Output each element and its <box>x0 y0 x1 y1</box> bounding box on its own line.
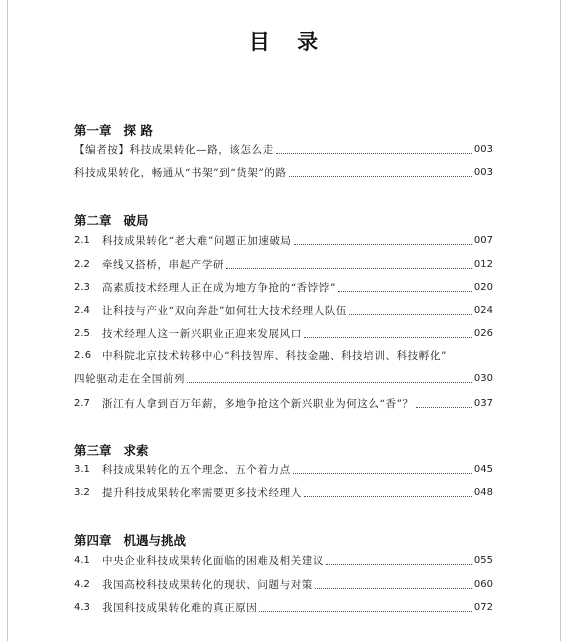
entry-number: 2.6 <box>74 350 92 361</box>
entry-title: 我国科技成果转化难的真正原因 <box>102 602 258 614</box>
toc-entry[interactable] <box>74 485 493 501</box>
page-number: 003 <box>473 167 493 178</box>
page-number: 026 <box>473 328 493 339</box>
entry-title: 技术经理人这一新兴职业正迎来发展风口 <box>102 328 302 340</box>
page-number: 045 <box>473 464 493 475</box>
page-number: 024 <box>473 305 493 316</box>
page-title: 目 录 <box>248 29 329 54</box>
entry-title: 提升科技成果转化率需要更多技术经理人 <box>102 487 302 499</box>
chapter-title: 破局 <box>123 213 149 228</box>
entry-number: 4.3 <box>74 602 90 613</box>
dot-leader <box>315 587 472 589</box>
entry-number: 2.3 <box>74 282 90 293</box>
dot-leader <box>226 267 472 269</box>
entry-number: 3.1 <box>74 464 90 475</box>
page-number: 012 <box>473 259 493 270</box>
dot-leader <box>349 313 472 315</box>
chapter-title: 求索 <box>123 443 149 458</box>
entry-title: 【编者按】科技成果转化—路，该怎么走 <box>74 144 274 156</box>
chapter-number: 第一章 <box>74 123 112 138</box>
entry-title-continued: 四轮驱动走在全国前列 <box>74 373 185 385</box>
dot-leader <box>294 243 472 245</box>
page-number: 048 <box>473 487 493 498</box>
entry-number: 4.1 <box>74 555 90 566</box>
page-border-left <box>7 0 8 641</box>
entry-number: 2.4 <box>74 305 90 316</box>
entry-title: 中央企业科技成果转化面临的困难及相关建议 <box>102 555 324 567</box>
entry-number: 2.7 <box>74 398 90 409</box>
chapter-heading-2[interactable] <box>74 211 149 229</box>
toc-entry[interactable] <box>74 462 493 478</box>
entry-number: 2.2 <box>74 259 90 270</box>
dot-leader <box>304 495 472 497</box>
page-number: 055 <box>473 555 493 566</box>
entry-title: 中科院北京技术转移中心“科技智库、科技金融、科技培训、科技孵化” <box>102 350 447 362</box>
toc-entry[interactable] <box>74 303 493 319</box>
toc-entry[interactable] <box>74 142 493 158</box>
dot-leader <box>293 472 472 474</box>
toc-entry[interactable] <box>74 600 493 616</box>
dot-leader <box>289 175 472 177</box>
toc-entry[interactable] <box>74 257 493 273</box>
chapter-heading-4[interactable] <box>74 531 186 549</box>
toc-entry-continuation[interactable] <box>74 371 493 387</box>
toc-entry[interactable] <box>74 233 493 249</box>
chapter-number: 第四章 <box>74 533 112 548</box>
page-border-right <box>560 0 561 641</box>
entry-title: 科技成果转化的五个理念、五个着力点 <box>102 464 291 476</box>
chapter-number: 第二章 <box>74 213 112 228</box>
entry-title: 我国高校科技成果转化的现状、问题与对策 <box>102 579 313 591</box>
toc-entry[interactable] <box>74 165 493 181</box>
toc-entry[interactable] <box>74 553 493 569</box>
chapter-heading-3[interactable] <box>74 441 149 459</box>
dot-leader <box>304 336 472 338</box>
entry-title: 让科技与产业“双向奔赴”如何壮大技术经理人队伍 <box>102 305 348 317</box>
entry-title: 科技成果转化“老大难”问题正加速破局 <box>102 235 292 247</box>
toc-entry[interactable] <box>74 577 493 593</box>
entry-title: 科技成果转化，畅通从“书架”到“货架”的路 <box>74 167 287 179</box>
chapter-number: 第三章 <box>74 443 112 458</box>
dot-leader <box>259 610 472 612</box>
entry-title: 浙江有人拿到百万年薪，多地争抢这个新兴职业为何这么“香”？ <box>102 398 414 410</box>
dot-leader <box>416 406 472 408</box>
toc-entry-first-line[interactable] <box>74 348 493 364</box>
page-number: 020 <box>473 282 493 293</box>
page-number: 037 <box>473 398 493 409</box>
page-number: 007 <box>473 235 493 246</box>
entry-title: 牵线又搭桥，串起产学研 <box>102 259 225 271</box>
page-number: 003 <box>473 144 493 155</box>
page-number: 060 <box>473 579 493 590</box>
entry-number: 3.2 <box>74 487 90 498</box>
page-number: 030 <box>473 373 493 384</box>
entry-number: 4.2 <box>74 579 90 590</box>
page-number: 072 <box>473 602 493 613</box>
dot-leader <box>326 563 472 565</box>
toc-entry[interactable] <box>74 396 493 412</box>
dot-leader <box>276 152 472 154</box>
chapter-title: 探 路 <box>123 123 153 138</box>
toc-entry[interactable] <box>74 280 493 296</box>
entry-number: 2.1 <box>74 235 90 246</box>
dot-leader <box>187 381 472 383</box>
chapter-title: 机遇与挑战 <box>123 533 187 548</box>
entry-number: 2.5 <box>74 328 90 339</box>
dot-leader <box>338 290 472 292</box>
entry-title: 高素质技术经理人正在成为地方争抢的“香饽饽” <box>102 282 336 294</box>
chapter-heading-1[interactable] <box>74 121 153 139</box>
toc-entry[interactable] <box>74 326 493 342</box>
